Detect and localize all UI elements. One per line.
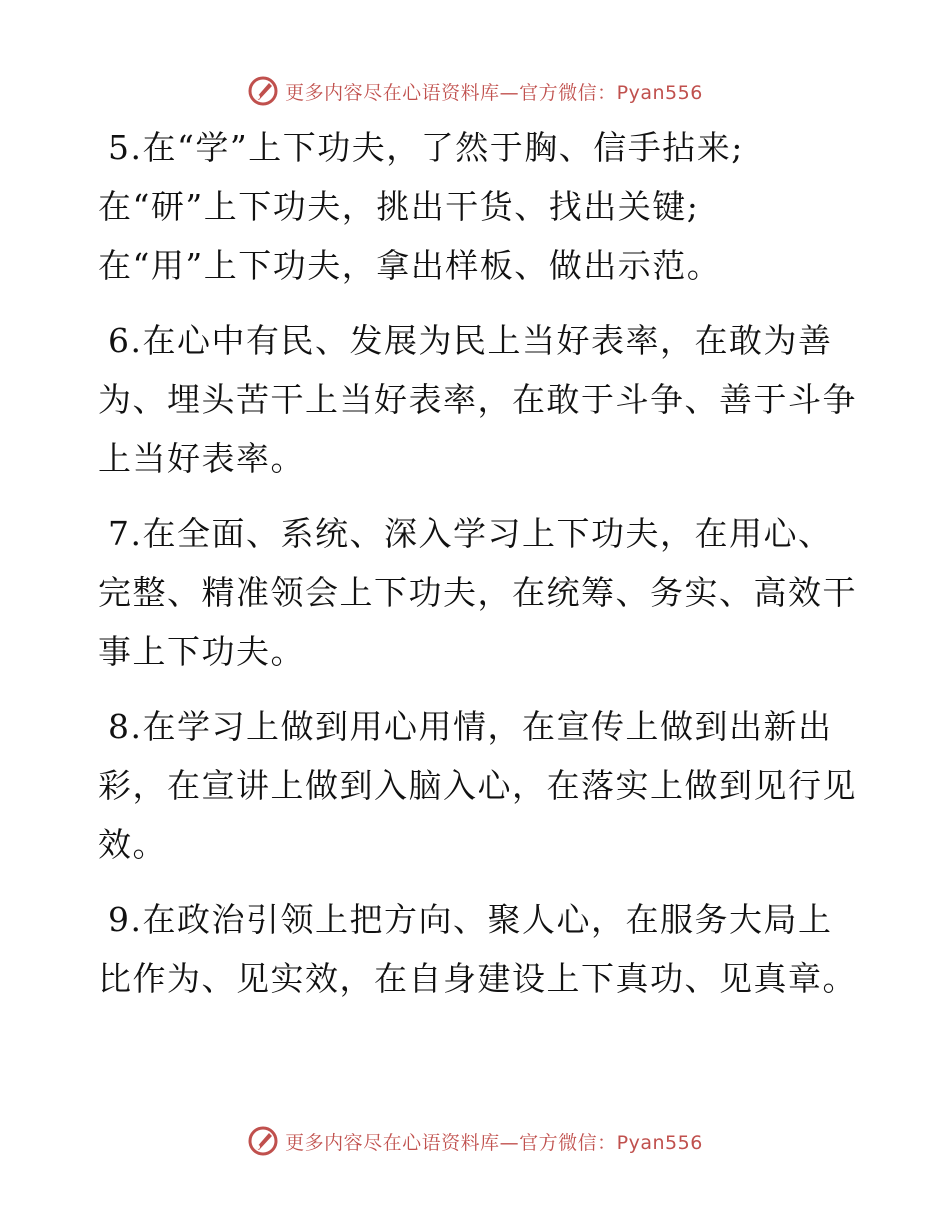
paragraph-line: 上当好表率。 [98,439,305,478]
paragraph-line: 比作为、见实效，在自身建设上下真功、见真章。 [98,959,857,998]
paragraph-line: 在“学”上下功夫，了然于胸、信手拈来; [142,128,744,167]
paragraph-line: 在政治引领上把方向、聚人心，在服务大局上 [142,900,833,939]
paragraph-9 [98,890,858,1008]
header-banner [0,71,950,111]
paragraph-line: 完整、精准领会上下功夫，在统筹、务实、高效干 [98,573,857,612]
paragraph-6 [98,311,858,488]
paragraph-number: 7. [108,514,143,553]
paragraph-number: 8. [108,707,143,746]
paragraph-7 [98,504,858,681]
paragraph-line: 在全面、系统、深入学习上下功夫，在用心、 [142,514,833,553]
pen-logo-icon [247,1125,279,1157]
paragraph-5 [98,118,858,295]
paragraph-line: 事上下功夫。 [98,632,305,671]
paragraph-line: 彩，在宣讲上做到入脑入心，在落实上做到见行见 [98,766,857,805]
banner-text: 更多内容尽在心语资料库—官方微信：Pyan556 [285,81,703,104]
banner-text: 更多内容尽在心语资料库—官方微信：Pyan556 [285,1131,703,1154]
pen-logo-icon [247,75,279,107]
paragraph-line: 在“研”上下功夫，挑出干货、找出关键; [98,187,700,226]
paragraph-line: 在“用”上下功夫，拿出样板、做出示范。 [98,246,722,285]
paragraph-number: 9. [108,900,143,939]
footer-banner [0,1121,950,1161]
paragraph-line: 为、埋头苦干上当好表率，在敢于斗争、善于斗争 [98,380,857,419]
paragraph-line: 在学习上做到用心用情，在宣传上做到出新出 [142,707,833,746]
document-body [98,118,858,1024]
paragraph-line: 效。 [98,825,167,864]
paragraph-number: 6. [108,321,143,360]
paragraph-number: 5. [108,128,143,167]
paragraph-line: 在心中有民、发展为民上当好表率，在敢为善 [142,321,833,360]
paragraph-8 [98,697,858,874]
